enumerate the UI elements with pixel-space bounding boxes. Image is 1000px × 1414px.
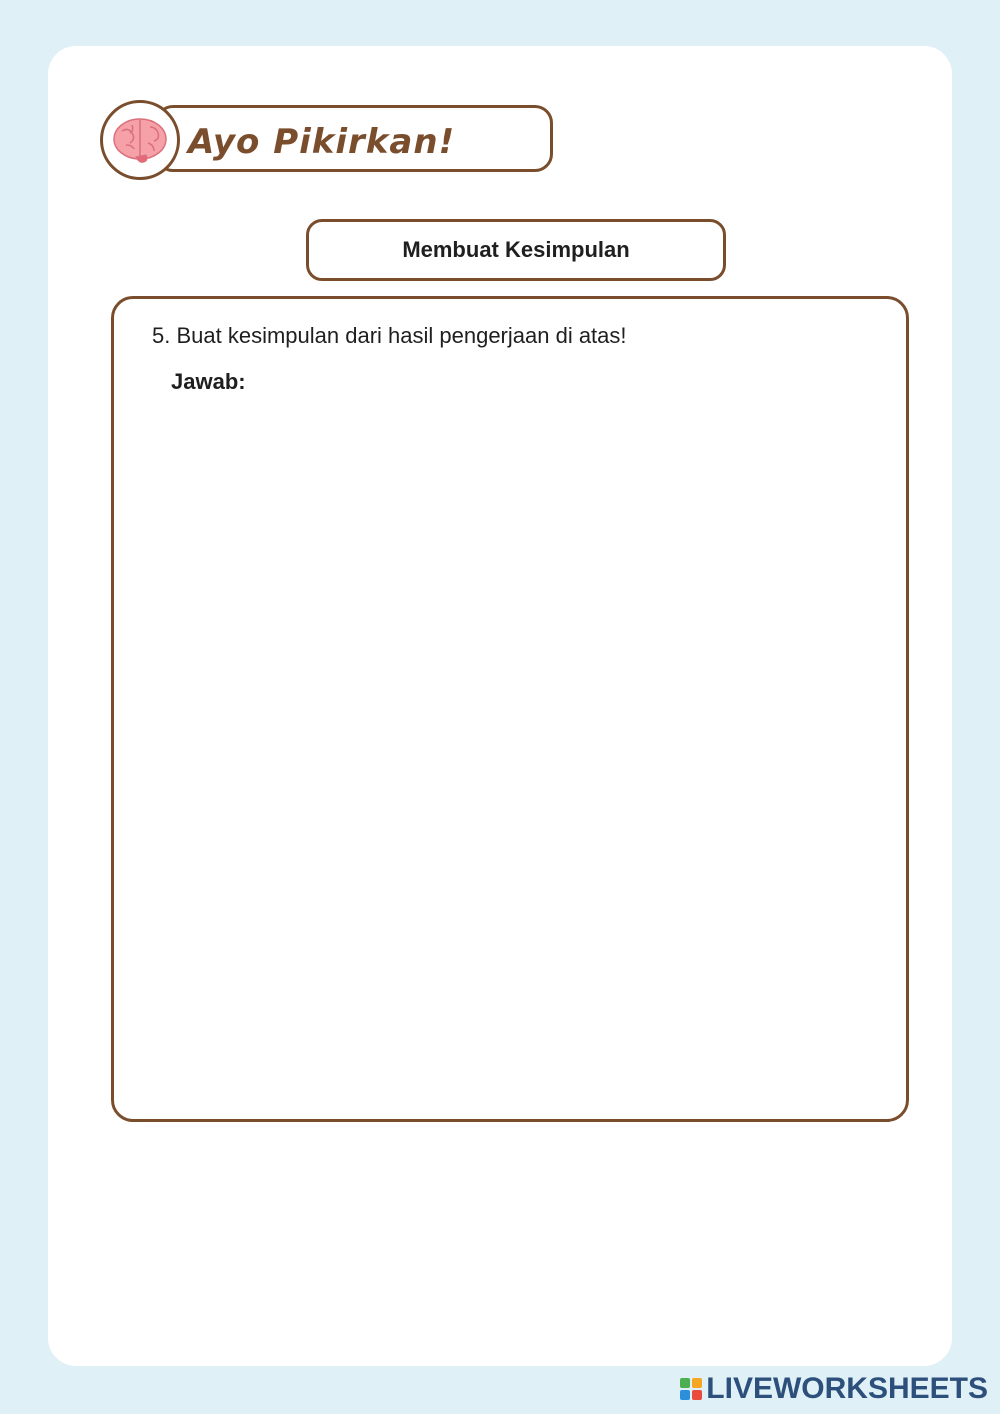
brain-icon	[110, 113, 170, 167]
section-title: Membuat Kesimpulan	[402, 237, 630, 262]
brand-name: LIVEWORKSHEETS	[706, 1372, 988, 1405]
question-text: 5. Buat kesimpulan dari hasil pengerjaan di atas!	[152, 323, 627, 348]
liveworksheets-logo-icon	[680, 1378, 702, 1400]
brain-icon-badge	[100, 100, 180, 180]
section-title-box	[306, 219, 726, 281]
answer-label: Jawab:	[171, 369, 246, 394]
brand-footer	[680, 1372, 988, 1406]
answer-input[interactable]	[150, 410, 874, 1094]
page-title: Ayo Pikirkan!	[188, 122, 456, 162]
